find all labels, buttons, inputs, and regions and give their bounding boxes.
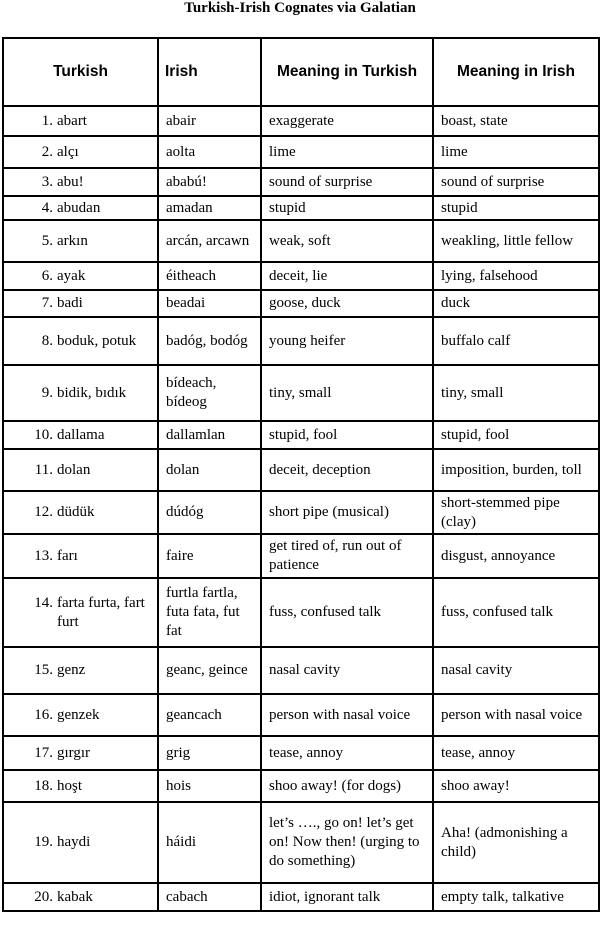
cognates-table <box>2 37 600 912</box>
row-number: 13. <box>34 547 53 564</box>
cell-irish: grig <box>158 736 261 770</box>
turkish-word: genz <box>57 662 86 678</box>
cell-meaning-turkish: get tired of, run out of patience <box>261 534 433 578</box>
page-title: Turkish-Irish Cognates via Galatian <box>184 0 416 16</box>
row-number: 6. <box>41 267 53 284</box>
table-row <box>3 220 599 262</box>
cell-turkish <box>3 534 158 578</box>
cell-turkish <box>3 694 158 736</box>
row-number: 19. <box>34 834 53 850</box>
turkish-word: alçı <box>57 143 79 160</box>
turkish-word: dolan <box>57 461 91 478</box>
row-number: 1. <box>41 112 53 129</box>
cell-meaning-turkish: stupid <box>261 196 433 220</box>
cell-meaning-irish: stupid <box>433 196 599 220</box>
table-row <box>3 196 599 220</box>
turkish-word: genzek <box>57 706 100 723</box>
cell-meaning-irish: lying, falsehood <box>433 262 599 290</box>
cell-meaning-turkish: idiot, ignorant talk <box>261 883 433 911</box>
cell-irish: dallamlan <box>158 421 261 449</box>
header-meaning-irish: Meaning in Irish <box>433 38 599 106</box>
cell-irish: geanc, geince <box>158 647 261 694</box>
cell-turkish <box>3 262 158 290</box>
row-number: 4. <box>41 199 53 216</box>
cell-meaning-turkish: stupid, fool <box>261 421 433 449</box>
cell-turkish <box>3 106 158 136</box>
turkish-word: abart <box>57 112 87 129</box>
cell-meaning-irish: shoo away! <box>433 770 599 802</box>
row-number: 11. <box>34 461 53 478</box>
cell-meaning-irish: fuss, confused talk <box>433 578 599 647</box>
cell-meaning-turkish: nasal cavity <box>261 647 433 694</box>
row-number: 14. <box>34 594 53 611</box>
cell-meaning-irish: lime <box>433 136 599 168</box>
cell-meaning-irish: imposition, burden, toll <box>433 449 599 491</box>
turkish-word: arkın <box>57 232 88 249</box>
table-row <box>3 578 599 647</box>
turkish-word: boduk, potuk <box>57 332 137 349</box>
cell-meaning-irish: boast, state <box>433 106 599 136</box>
table-row <box>3 449 599 491</box>
turkish-word: dallama <box>57 426 105 443</box>
header-meaning-turkish: Meaning in Turkish <box>261 38 433 106</box>
turkish-word: haydi <box>57 834 91 850</box>
turkish-word: badi <box>57 295 83 311</box>
cell-meaning-irish: short-stemmed pipe (clay) <box>433 491 599 534</box>
table-row <box>3 136 599 168</box>
row-number: 10. <box>34 426 53 443</box>
cell-irish: éitheach <box>158 262 261 290</box>
cell-meaning-turkish: goose, duck <box>261 290 433 317</box>
cell-turkish <box>3 736 158 770</box>
cell-turkish <box>3 136 158 168</box>
table-row <box>3 106 599 136</box>
cell-meaning-turkish: tease, annoy <box>261 736 433 770</box>
header-turkish: Turkish <box>3 38 158 106</box>
cell-irish: aolta <box>158 136 261 168</box>
turkish-word: hoşt <box>57 777 83 794</box>
cell-meaning-irish: empty talk, talkative <box>433 883 599 911</box>
cell-meaning-irish: disgust, annoyance <box>433 534 599 578</box>
cell-irish: ababú! <box>158 168 261 196</box>
cell-turkish <box>3 449 158 491</box>
cell-turkish <box>3 168 158 196</box>
cell-meaning-turkish: let’s …., go on! let’s get on! Now then! (urging to do something) <box>261 802 433 883</box>
turkish-word: ayak <box>57 267 86 284</box>
cell-irish: háidi <box>158 802 261 883</box>
cell-turkish <box>3 647 158 694</box>
cell-meaning-irish: sound of surprise <box>433 168 599 196</box>
table-header-row <box>3 38 599 106</box>
cell-meaning-irish: stupid, fool <box>433 421 599 449</box>
table-row <box>3 534 599 578</box>
row-number: 18. <box>34 777 53 794</box>
cell-irish: faire <box>158 534 261 578</box>
cell-meaning-irish: tease, annoy <box>433 736 599 770</box>
cell-meaning-turkish: person with nasal voice <box>261 694 433 736</box>
turkish-word: farta furta, fart furt <box>57 594 145 630</box>
cell-meaning-irish: weakling, little fellow <box>433 220 599 262</box>
cell-turkish <box>3 802 158 883</box>
turkish-word: bidik, bıdık <box>57 384 127 401</box>
cell-irish: badóg, bodóg <box>158 317 261 365</box>
cell-irish: arcán, arcawn <box>158 220 261 262</box>
cell-meaning-turkish: young heifer <box>261 317 433 365</box>
cell-irish: hois <box>158 770 261 802</box>
table-row <box>3 262 599 290</box>
header-irish: Irish <box>158 38 261 106</box>
cell-meaning-irish: duck <box>433 290 599 317</box>
row-number: 3. <box>41 173 53 190</box>
cell-irish: furtla fartla, futa fata, fut fat <box>158 578 261 647</box>
cell-turkish <box>3 365 158 421</box>
cell-meaning-turkish: short pipe (musical) <box>261 491 433 534</box>
table-row <box>3 365 599 421</box>
cell-irish: geancach <box>158 694 261 736</box>
cell-irish: bídeach, bídeog <box>158 365 261 421</box>
cell-meaning-turkish: fuss, confused talk <box>261 578 433 647</box>
cell-irish: beadai <box>158 290 261 317</box>
cell-meaning-turkish: tiny, small <box>261 365 433 421</box>
row-number: 5. <box>41 232 53 249</box>
row-number: 15. <box>34 662 53 678</box>
cell-meaning-turkish: deceit, lie <box>261 262 433 290</box>
cell-irish: abair <box>158 106 261 136</box>
turkish-word: gırgır <box>57 744 91 761</box>
cell-turkish <box>3 290 158 317</box>
table-row <box>3 168 599 196</box>
cell-meaning-turkish: weak, soft <box>261 220 433 262</box>
table-row <box>3 647 599 694</box>
cell-irish: dolan <box>158 449 261 491</box>
cell-meaning-irish: Aha! (admonishing a child) <box>433 802 599 883</box>
row-number: 2. <box>41 143 53 160</box>
table-row <box>3 290 599 317</box>
cell-turkish <box>3 578 158 647</box>
cell-irish: amadan <box>158 196 261 220</box>
cell-meaning-turkish: deceit, deception <box>261 449 433 491</box>
turkish-word: abu! <box>57 173 84 190</box>
row-number: 12. <box>34 504 53 520</box>
table-row <box>3 421 599 449</box>
row-number: 9. <box>41 384 53 401</box>
cell-meaning-irish: nasal cavity <box>433 647 599 694</box>
cell-meaning-turkish: exaggerate <box>261 106 433 136</box>
turkish-word: düdük <box>57 504 95 520</box>
cell-turkish <box>3 317 158 365</box>
row-number: 8. <box>41 332 53 349</box>
cell-turkish <box>3 196 158 220</box>
cell-irish: dúdóg <box>158 491 261 534</box>
row-number: 7. <box>41 295 53 311</box>
cell-meaning-turkish: sound of surprise <box>261 168 433 196</box>
cell-turkish <box>3 491 158 534</box>
cell-meaning-irish: tiny, small <box>433 365 599 421</box>
table-row <box>3 694 599 736</box>
cell-irish: cabach <box>158 883 261 911</box>
row-number: 17. <box>34 744 53 761</box>
table-row <box>3 802 599 883</box>
table-row <box>3 770 599 802</box>
turkish-word: farı <box>57 547 78 564</box>
cell-turkish <box>3 770 158 802</box>
table-row <box>3 317 599 365</box>
cell-meaning-turkish: lime <box>261 136 433 168</box>
row-number: 20. <box>34 888 53 905</box>
cell-meaning-irish: person with nasal voice <box>433 694 599 736</box>
row-number: 16. <box>34 706 53 723</box>
turkish-word: abudan <box>57 199 101 216</box>
table-row <box>3 491 599 534</box>
table-row <box>3 736 599 770</box>
cell-turkish <box>3 883 158 911</box>
cell-meaning-irish: buffalo calf <box>433 317 599 365</box>
cell-turkish <box>3 220 158 262</box>
table-row <box>3 883 599 911</box>
turkish-word: kabak <box>57 888 93 905</box>
cell-turkish <box>3 421 158 449</box>
cell-meaning-turkish: shoo away! (for dogs) <box>261 770 433 802</box>
